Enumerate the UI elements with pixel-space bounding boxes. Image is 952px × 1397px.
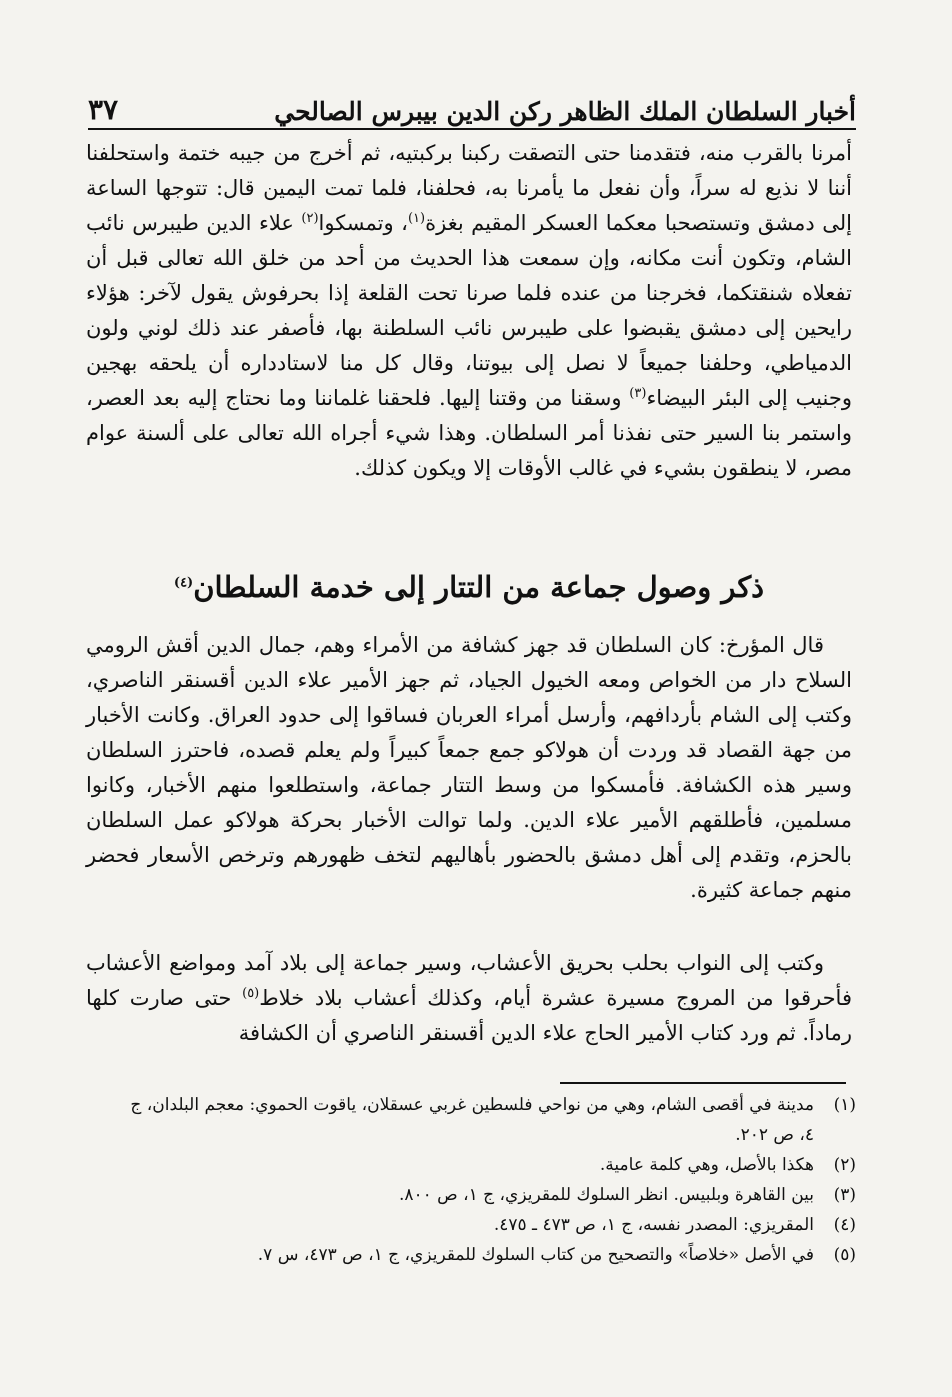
paragraph-text: ، وتمسكوا xyxy=(318,211,408,235)
footnote-ref-3: (٣) xyxy=(629,386,647,401)
footnote-text: المقريزي: المصدر نفسه، ج ١، ص ٤٧٣ ـ ٤٧٥. xyxy=(493,1215,814,1235)
paragraph-text: أمرنا بالقرب منه، فتقدمنا حتى التصقت ركبنا بركبتيه، ثم أخرج من جيبه ختمة واستحلفنا أننا لا نذيع له سراً، وأن نفعل ما يأمرنا به، فحلفنا، فلما تمت اليمين قال: تتوجها الساعة إلى دمشق وتستصحبا معكما العسكر المقيم بغزة xyxy=(86,141,852,235)
footnote-text: في الأصل «خلاصاً» والتصحيح من كتاب السلوك للمقريزي، ج ١، ص ٤٧٣، س ٧. xyxy=(257,1245,814,1265)
paragraph-text: حتى صارت كلها رماداً. ثم ورد كتاب الأمير الحاج علاء الدين أقسنقر الناصري أن الكشافة xyxy=(86,986,852,1045)
footnote-number: (٤) xyxy=(833,1215,856,1235)
footnote-rule xyxy=(560,1082,846,1084)
footnote-text: هكذا بالأصل، وهي كلمة عامية. xyxy=(599,1155,814,1175)
paragraph-text: علاء الدين طيبرس نائب الشام، وتكون أنت مكانه، وإن سمعت هذا الحديث من أحد من خلق الله تعالى قبل أن تفعلاه شنقتكما، فخرجنا من عنده فلما صرنا تحت القلعة إذا بحرفوش يقول لآخر: هؤلاء رايحين إلى دمشق يقبضوا على طيبرس نائب السلطنة بها، فأصفر عند ذلك لوني ولون الدمياطي، وحلفنا جميعاً لا نصل إلى بيوتنا، وقال كل منا لاستادداره أن يلحقه بهجين وجنيب إلى البئر البيضاء xyxy=(86,211,852,410)
page-number: ٣٧ xyxy=(88,93,119,126)
footnote-number: (٢) xyxy=(833,1155,856,1175)
section-heading-text: ذكر وصول جماعة من التتار إلى خدمة السلطان xyxy=(193,570,765,604)
footnote-ref-2: (٢) xyxy=(301,211,319,226)
running-title: أخبار السلطان الملك الظاهر ركن الدين بيبرس الصالحي xyxy=(274,97,856,126)
page-header xyxy=(88,84,856,126)
paragraph-text: وسقنا من وقتنا إليها. فلحقنا غلماننا وما نحتاج إليه بعد العصر، واستمر بنا السير حتى نفذنا أمر السلطان. وهذا شيء أجراه الله تعالى على ألسنة عوام مصر، لا ينطقون بشيء في غالب الأوقات إلا ويكون كذلك. xyxy=(86,386,852,480)
section-heading xyxy=(86,570,852,604)
footnote-ref-1: (١) xyxy=(407,211,426,226)
footnote-text: بين القاهرة وبلبيس. انظر السلوك للمقريزي، ج ١، ص ٨٠٠. xyxy=(398,1185,814,1205)
footnote xyxy=(120,1240,856,1270)
paragraph-opening xyxy=(86,136,852,486)
paragraph-historian xyxy=(86,628,852,908)
footnote-number: (١) xyxy=(833,1095,856,1115)
footnote xyxy=(120,1180,856,1210)
footnote-number: (٣) xyxy=(833,1185,856,1205)
footnote-text: مدينة في أقصى الشام، وهي من نواحي فلسطين غربي عسقلان، ياقوت الحموي: معجم البلدان، ج ٤، ص ٢٠٢. xyxy=(130,1095,814,1145)
footnote-number: (٥) xyxy=(833,1245,856,1265)
footnote-ref-5: (٥) xyxy=(242,986,260,1001)
paragraph-text: قال المؤرخ: كان السلطان قد جهز كشافة من الأمراء وهم، جمال الدين أقش الرومي السلاح دار من الخواص ومعه الخيول الجياد، ثم جهز الأمير علاء الدين أقسنقر الناصري، وكتب إلى الشام بأردافهم، وأرسل أمراء العربان فساقوا إلى حدود العراق. وكانت الأخبار من جهة القصاد قد وردت أن هولاكو جمع جمعاً كبيراً ولم يعلم قصده، فاحترز السلطان وسير هذه الكشافة. فأمسكوا من وسط التتار جماعة، واستطلعوا منهم الأخبار، وكانوا مسلمين، فأطلقهم الأمير علاء الدين. ولما توالت الأخبار بحركة هولاكو عمل السلطان بالحزم، وتقدم إلى أهل دمشق بالحضور بأهاليهم لتخف ظهورهم وترخص الأسعار فحضر منهم جماعة كثيرة. xyxy=(86,633,852,902)
footnote-ref-4: (٤) xyxy=(173,575,194,591)
footnotes xyxy=(120,1090,856,1270)
header-rule xyxy=(88,128,856,130)
paragraph-text: وكتب إلى النواب بحلب بحريق الأعشاب، وسير جماعة إلى بلاد آمد ومواضع الأعشاب فأحرقوا من المروج مسيرة عشرة أيام، وكذلك أعشاب بلاد خلاط xyxy=(86,951,852,1010)
footnote xyxy=(120,1150,856,1180)
footnote xyxy=(120,1090,856,1150)
footnote xyxy=(120,1210,856,1240)
paragraph-burning xyxy=(86,946,852,1051)
